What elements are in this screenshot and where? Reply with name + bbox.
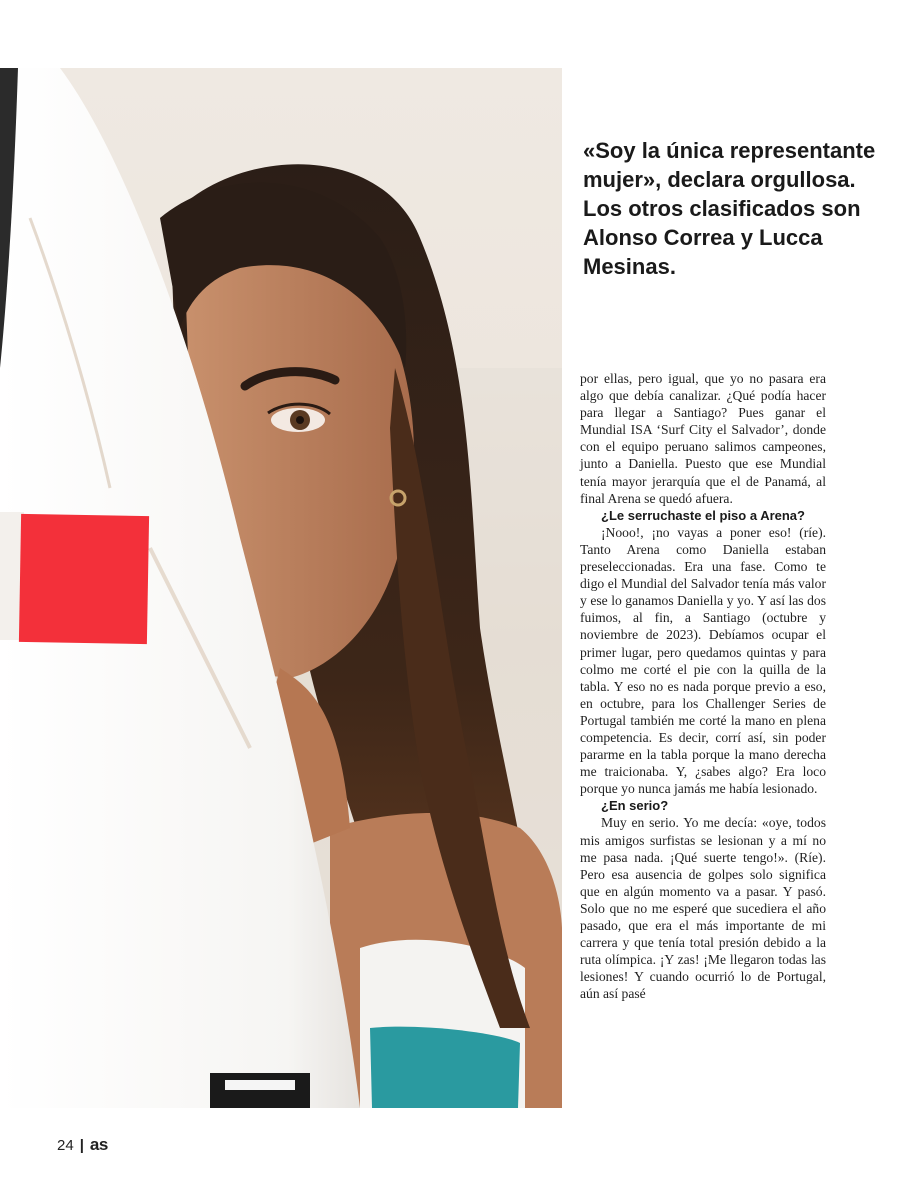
article-paragraph: Muy en serio. Yo me decía: «oye, todos mis amigos surfistas se lesionan y a mí no me pasa nada. ¡Qué suerte tengo!». (Ríe). Pero esa ausencia de golpes solo significa que en algún momento va a pasar. Y pasó. Solo que no me esperé que sucediera el año pasado, que era el más importante de mi carrera y que tenía total presión debido a la ruta olímpica. ¡Y zas! ¡Me llegaron todas las lesiones! Y cuando ocurrió lo de Portugal, aún así pasé <box>580 815 826 1002</box>
article-paragraph: por ellas, pero igual, que yo no pasara era algo que debía canalizar. ¿Qué podía hacer para llegar a Santiago? Pues ganar el Mundial ISA ‘Surf City el Salvador’, donde con el equipo peruano salimos campeones, junto a Daniella. Puesto que ese Mundial tenía mayor jerarquía que el de Panamá, al final Arena se quedó afuera. <box>580 371 826 506</box>
pull-quote: «Soy la única representante mujer», declara orgullosa. Los otros clasificados son Alonso Correa y Lucca Mesinas. <box>583 138 876 279</box>
interview-question: ¿En serio? <box>601 798 669 814</box>
interview-question: ¿Le serruchaste el piso a Arena? <box>601 507 805 523</box>
article-paragraph: ¡Nooo!, ¡no vayas a poner eso! (ríe). Tanto Arena como Daniella estaban preseleccionadas. Era una fase. Como te digo el Mundial del Salvador tenía más valor y ese lo ganamos Daniella y yo. Y así las dos fuimos, al fin, a Santiago (octubre y noviembre de 2023). Debíamos ocupar el primer lugar, pero quedamos quintas y para colmo me corté el pie con la quilla de la tabla. Y eso no es nada porque previo a eso, en octubre, para los Challenger Series de Portugal también me corté la mano en plena competencia. Es decir, corrí así, sin poder pararme en la tabla porque la mano derecha me traicionaba. Y, ¿sabes algo? Era loco porque yo nunca jamás me había lesionado. <box>580 524 826 797</box>
magazine-logo: as <box>89 1135 108 1154</box>
page-footer <box>57 1135 108 1155</box>
cover-photo-surfer-with-board <box>0 68 562 1108</box>
footer-separator: | <box>79 1136 84 1154</box>
page-number: 24 <box>57 1136 74 1154</box>
article-body <box>580 370 826 1002</box>
